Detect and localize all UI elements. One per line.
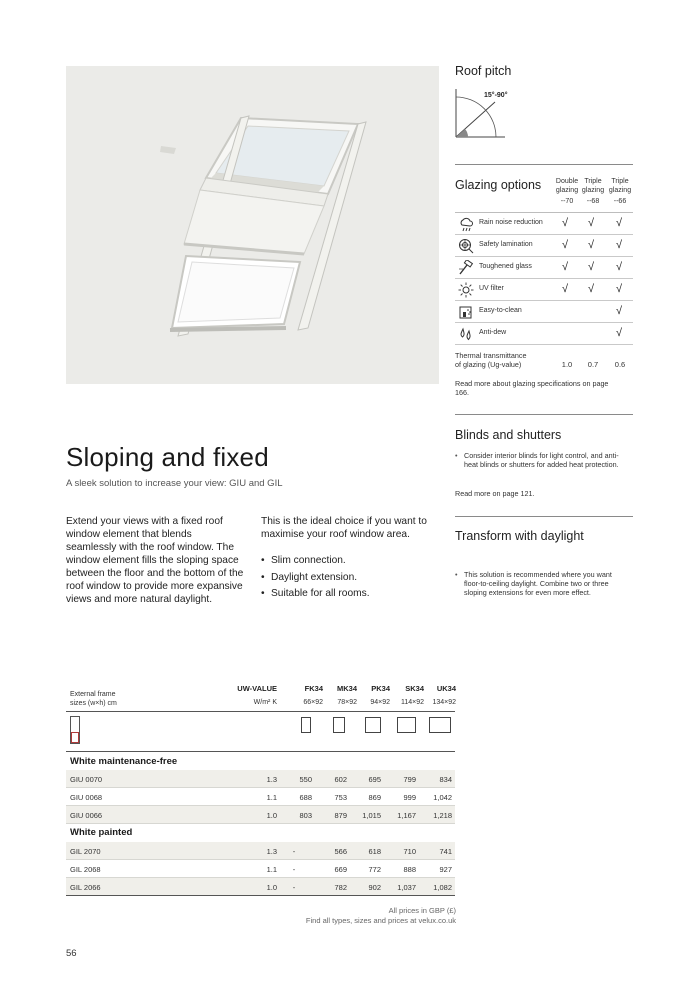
frame-size-label-line-2: sizes (w×h) cm — [70, 700, 117, 707]
glazing-row-label: Safety lamination — [479, 241, 533, 248]
price-cell: 803 — [299, 811, 312, 820]
price-cell: 888 — [403, 865, 416, 874]
table-row — [66, 878, 455, 896]
price-cell: 834 — [439, 775, 452, 784]
footer-note — [255, 906, 456, 926]
check-icon: √ — [615, 261, 623, 273]
glazing-row — [455, 213, 633, 235]
price-cell: 1,167 — [397, 811, 416, 820]
uw-value: 1.0 — [266, 811, 277, 820]
body-left: Extend your views with a fixed roof window element that blends seamlessly with the roof window. The window element fills the sloping space between the floor and the bottom of the roof window to provide more expansive views and more natural daylight. — [66, 516, 244, 605]
glazing-col-3-code: --66 — [613, 198, 627, 205]
uw-value: 1.1 — [266, 793, 277, 802]
table-row — [66, 860, 455, 878]
thermal-value-2: 0.7 — [587, 360, 599, 369]
roof-window-illustration — [66, 66, 439, 384]
group-title-white-painted: White painted — [70, 827, 133, 838]
price-cell: 1,218 — [433, 811, 452, 820]
thermal-value-3: 0.6 — [614, 360, 626, 369]
frame-size-label-line-1: External frame — [70, 691, 116, 698]
check-icon: √ — [615, 239, 623, 251]
thermal-value-1: 1.0 — [561, 360, 573, 369]
glazing-col-1-code: --70 — [560, 198, 574, 205]
check-icon: √ — [587, 217, 595, 229]
product-name: GIL 2066 — [70, 883, 101, 892]
divider — [66, 751, 455, 752]
table-row — [66, 770, 455, 788]
table-row — [66, 806, 455, 824]
size-dims: 94×92 — [370, 699, 390, 706]
thermal-label — [455, 351, 527, 369]
sun-icon — [458, 282, 474, 298]
transform-title: Transform with daylight — [455, 529, 584, 543]
divider — [66, 711, 455, 712]
price-cell: 618 — [368, 847, 381, 856]
uw-value: 1.3 — [266, 847, 277, 856]
size-code: FK34 — [304, 684, 323, 693]
divider — [455, 414, 633, 415]
safety-icon — [458, 238, 474, 254]
glazing-title: Glazing options — [455, 178, 542, 192]
glazing-col-1-header — [555, 178, 579, 195]
uw-value: 1.1 — [266, 865, 277, 874]
price-cell: - — [292, 883, 296, 892]
glazing-read-more: Read more about glazing specifications on page 166. — [455, 379, 609, 397]
glazing-col-2-code: --68 — [586, 198, 600, 205]
size-dims: 66×92 — [303, 699, 323, 706]
price-cell: 869 — [368, 793, 381, 802]
glazing-row-label: UV filter — [479, 285, 504, 292]
hammer-icon — [458, 260, 474, 276]
price-cell: 782 — [334, 883, 347, 892]
glazing-row — [455, 279, 633, 301]
price-cell: 879 — [334, 811, 347, 820]
product-name: GIL 2070 — [70, 847, 101, 856]
blinds-read-more: Read more on page 121. — [455, 489, 535, 498]
page-number: 56 — [66, 948, 77, 959]
thermal-label-line-2: of glazing (Ug-value) — [455, 360, 522, 369]
divider — [455, 516, 633, 517]
size-code: MK34 — [336, 684, 357, 693]
price-cell: 695 — [368, 775, 381, 784]
check-icon: √ — [561, 217, 569, 229]
page-subtitle: A sleek solution to increase your view: GIU and GIL — [66, 478, 283, 489]
glazing-col-3-label-1: Triple — [611, 178, 629, 185]
price-cell: 927 — [439, 865, 452, 874]
feature-item: • Slim connection. — [261, 554, 441, 567]
body-right: This is the ideal choice if you want to maximise your roof window area. — [261, 516, 427, 540]
table-row — [66, 842, 455, 860]
glazing-col-3-label-2: glazing — [608, 186, 632, 194]
size-code: UK34 — [436, 684, 456, 693]
glazing-col-1-label-2: glazing — [555, 186, 579, 194]
divider — [455, 164, 633, 165]
table-row — [66, 788, 455, 806]
price-cell: 710 — [403, 847, 416, 856]
check-icon: √ — [561, 239, 569, 251]
size-icon-mk — [333, 717, 345, 733]
glazing-row-label: Easy-to-clean — [479, 307, 522, 314]
price-cell: 602 — [334, 775, 347, 784]
size-dims: 78×92 — [337, 699, 357, 706]
size-code: SK34 — [405, 684, 424, 693]
price-cell: 566 — [334, 847, 347, 856]
price-cell: - — [292, 847, 296, 856]
frame-size-label — [70, 690, 117, 708]
blinds-bullet: • Consider interior blinds for light control, and anti-heat blinds or shutters for added heat protection. — [455, 451, 625, 469]
glazing-col-2-label-1: Triple — [584, 178, 602, 185]
glazing-col-3-header — [607, 178, 633, 195]
uw-value: 1.0 — [266, 883, 277, 892]
size-code: PK34 — [371, 684, 390, 693]
price-cell: 999 — [403, 793, 416, 802]
size-icon-pk — [365, 717, 381, 733]
feature-item: • Suitable for all rooms. — [261, 587, 441, 600]
price-cell: 753 — [334, 793, 347, 802]
check-icon: √ — [587, 283, 595, 295]
size-icon-fk — [301, 717, 311, 733]
price-cell: 669 — [334, 865, 347, 874]
price-cell: 1,082 — [433, 883, 452, 892]
price-cell: 1,015 — [362, 811, 381, 820]
check-icon: √ — [615, 283, 623, 295]
check-icon: √ — [615, 305, 623, 317]
price-cell: 550 — [299, 775, 312, 784]
check-icon: √ — [615, 217, 623, 229]
drops-icon — [458, 326, 474, 342]
page-title: Sloping and fixed — [66, 442, 269, 472]
glazing-row-label: Rain noise reduction — [479, 219, 543, 226]
price-cell: 688 — [299, 793, 312, 802]
size-icon-uk — [429, 717, 451, 733]
product-name: GIU 0070 — [70, 775, 103, 784]
price-cell: 741 — [439, 847, 452, 856]
price-cell: - — [292, 865, 296, 874]
uw-value: 1.3 — [266, 775, 277, 784]
transform-bullet: • This solution is recommended where you want floor-to-ceiling daylight. Combine two or three sloping extensions for even more effect. — [455, 570, 620, 597]
window-combo-icon — [70, 716, 80, 744]
check-icon: √ — [615, 327, 623, 339]
price-cell: 772 — [368, 865, 381, 874]
blinds-title: Blinds and shutters — [455, 428, 562, 442]
size-icon-sk — [397, 717, 416, 733]
glazing-row — [455, 235, 633, 257]
glazing-row-label: Toughened glass — [479, 263, 532, 270]
uw-unit: W/m² K — [253, 699, 277, 706]
size-dims: 134×92 — [432, 699, 456, 706]
glazing-col-2-header — [581, 178, 605, 195]
roof-pitch-range: 15°-90° — [484, 92, 508, 99]
product-name: GIU 0068 — [70, 793, 103, 802]
spray-icon — [458, 304, 474, 320]
feature-list — [261, 554, 441, 600]
check-icon: √ — [561, 283, 569, 295]
glazing-row — [455, 323, 633, 345]
thermal-label-line-1: Thermal transmittance — [455, 351, 527, 360]
glazing-row — [455, 301, 633, 323]
price-cell: 1,042 — [433, 793, 452, 802]
size-headers — [283, 684, 456, 708]
price-cell: 799 — [403, 775, 416, 784]
feature-item: • Daylight extension. — [261, 571, 441, 584]
glazing-row — [455, 257, 633, 279]
glazing-col-1-label-1: Double — [555, 178, 579, 185]
price-cell: 902 — [368, 883, 381, 892]
product-image — [66, 66, 439, 384]
glazing-col-2-label-2: glazing — [581, 186, 605, 194]
check-icon: √ — [561, 261, 569, 273]
size-dims: 114×92 — [400, 699, 424, 706]
product-name: GIL 2068 — [70, 865, 101, 874]
rain-icon — [458, 216, 474, 232]
product-name: GIU 0066 — [70, 811, 103, 820]
group-title-maintenance-free: White maintenance-free — [70, 756, 178, 767]
check-icon: √ — [587, 261, 595, 273]
roof-pitch-title: Roof pitch — [455, 64, 512, 78]
footer-website-note: Find all types, sizes and prices at velux.co.uk — [305, 916, 456, 925]
footer-prices-note: All prices in GBP (£) — [388, 906, 456, 915]
price-cell: 1,037 — [397, 883, 416, 892]
check-icon: √ — [587, 239, 595, 251]
uw-header: UW-VALUE — [237, 684, 277, 693]
glazing-row-label: Anti-dew — [479, 329, 507, 336]
